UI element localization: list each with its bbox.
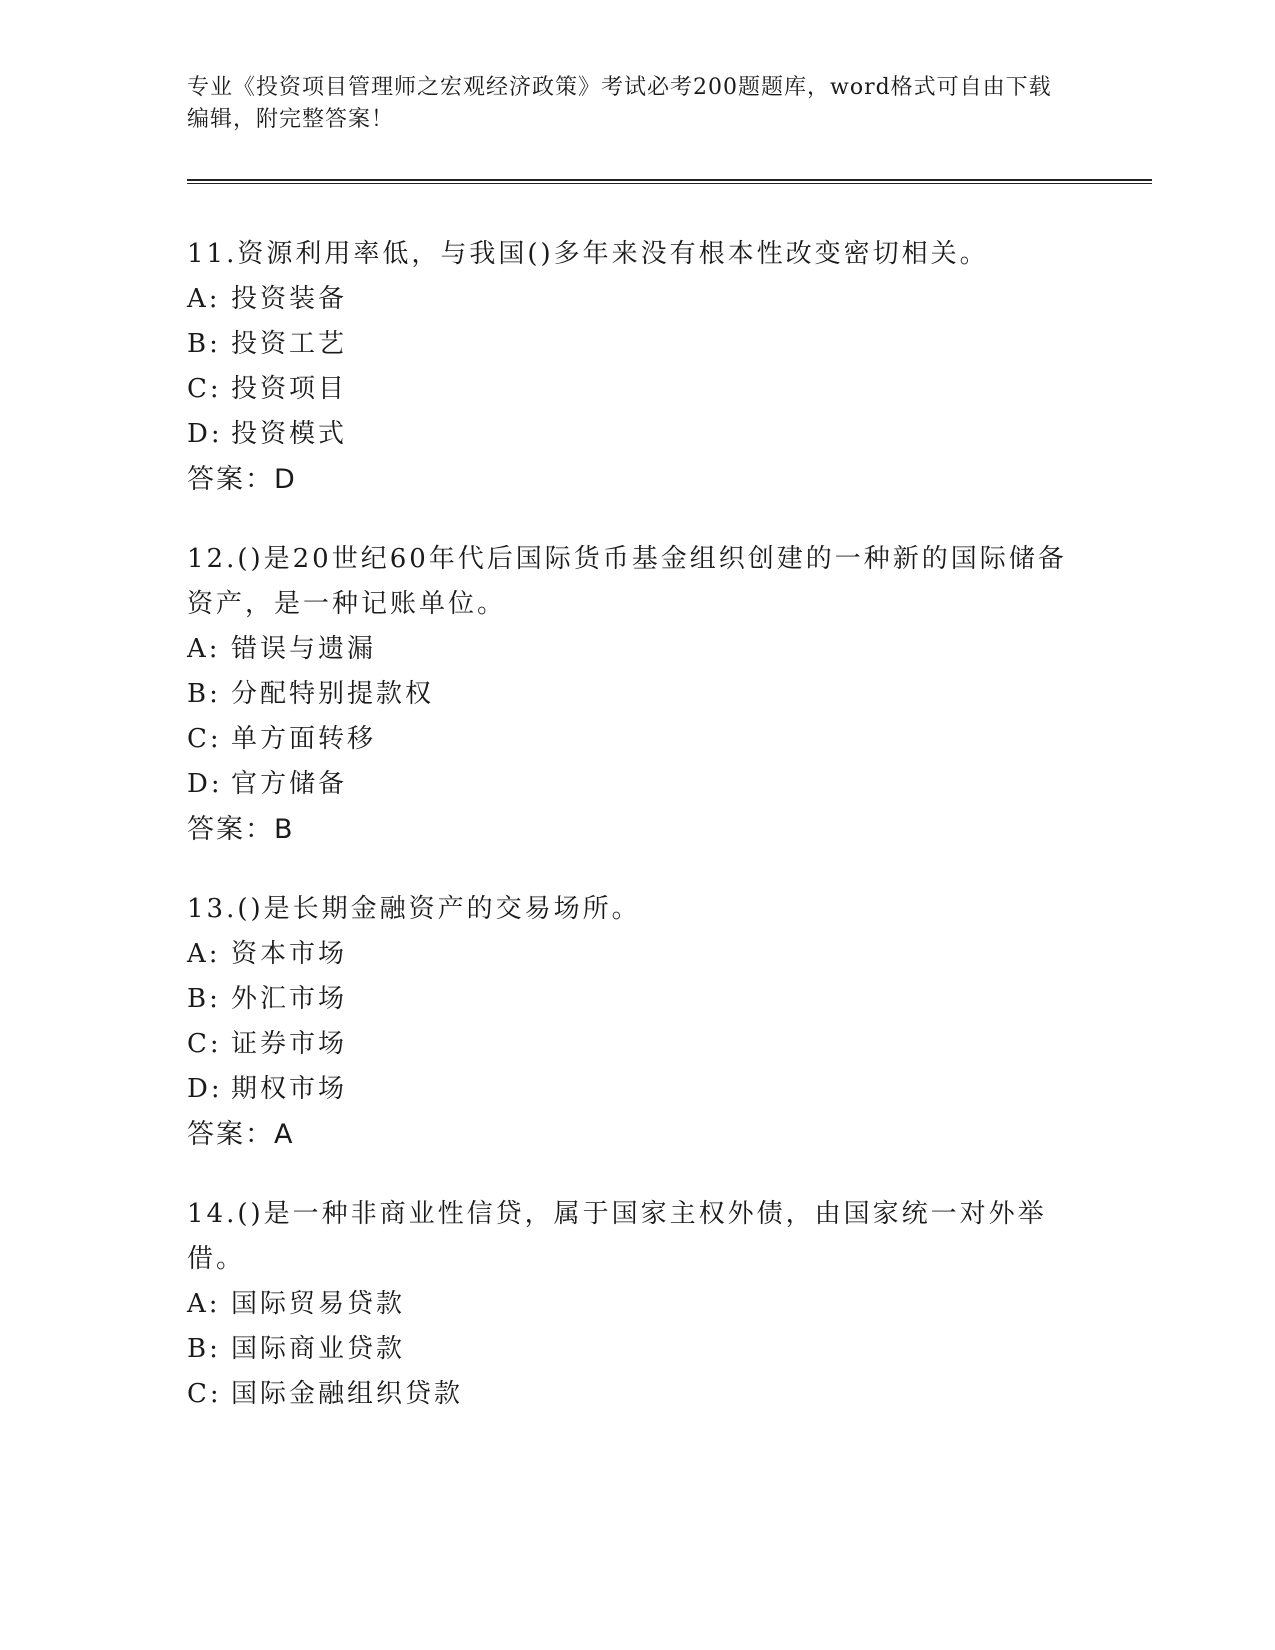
question-13	[187, 887, 1087, 1158]
option-text: 国际金融组织贷款	[231, 1379, 464, 1409]
option-key: D:	[187, 1074, 223, 1104]
document-header: 专业《投资项目管理师之宏观经济政策》考试必考200题题库，word格式可自由下载编辑，附完整答案！	[187, 75, 1052, 132]
question-14	[187, 1192, 1087, 1417]
option-text: 资本市场	[231, 939, 348, 969]
option-text: 官方储备	[231, 769, 348, 799]
option-key: C:	[187, 374, 222, 404]
option-a	[187, 1282, 1087, 1327]
option-text: 期权市场	[231, 1074, 348, 1104]
option-c	[187, 1022, 1087, 1067]
option-text: 国际贸易贷款	[231, 1289, 406, 1319]
option-text: 外汇市场	[231, 984, 348, 1014]
option-text: 投资项目	[231, 374, 348, 404]
option-c	[187, 717, 1087, 762]
option-text: 投资模式	[231, 419, 348, 449]
question-text: 14.()是一种非商业性信贷，属于国家主权外债，由国家统一对外举借。	[187, 1199, 1047, 1274]
question-text: 11.资源利用率低，与我国()多年来没有根本性改变密切相关。	[187, 239, 989, 269]
header-rule-thin	[187, 183, 1152, 184]
option-text: 国际商业贷款	[231, 1334, 406, 1364]
option-key: B:	[187, 679, 221, 709]
option-key: C:	[187, 1029, 222, 1059]
option-a	[187, 627, 1087, 672]
question-list	[187, 232, 1087, 1451]
option-d	[187, 762, 1087, 807]
question-11	[187, 232, 1087, 503]
option-a	[187, 277, 1087, 322]
option-text: 投资装备	[231, 284, 348, 314]
answer: 答案：A	[187, 1119, 295, 1150]
question-text: 13.()是长期金融资产的交易场所。	[187, 894, 641, 924]
option-key: A:	[187, 1289, 221, 1319]
option-key: B:	[187, 1334, 221, 1364]
option-b	[187, 1327, 1087, 1372]
option-text: 证券市场	[231, 1029, 348, 1059]
option-b	[187, 672, 1087, 717]
option-text: 单方面转移	[231, 724, 377, 754]
option-key: B:	[187, 329, 221, 359]
option-b	[187, 977, 1087, 1022]
option-text: 分配特别提款权	[231, 679, 435, 709]
option-key: A:	[187, 634, 221, 664]
option-key: C:	[187, 1379, 222, 1409]
option-b	[187, 322, 1087, 367]
option-key: A:	[187, 284, 221, 314]
answer: 答案：B	[187, 814, 295, 845]
option-key: B:	[187, 984, 221, 1014]
answer: 答案：D	[187, 464, 297, 495]
option-d	[187, 412, 1087, 457]
option-key: D:	[187, 419, 223, 449]
option-text: 错误与遗漏	[231, 634, 377, 664]
option-key: D:	[187, 769, 223, 799]
option-text: 投资工艺	[231, 329, 348, 359]
header-rule-thick	[187, 179, 1152, 181]
question-text: 12.()是20世纪60年代后国际货币基金组织创建的一种新的国际储备资产，是一种记账单位。	[187, 544, 1067, 619]
question-12	[187, 537, 1087, 853]
option-c	[187, 1372, 1087, 1417]
option-c	[187, 367, 1087, 412]
option-d	[187, 1067, 1087, 1112]
option-key: C:	[187, 724, 222, 754]
option-a	[187, 932, 1087, 977]
option-key: A:	[187, 939, 221, 969]
